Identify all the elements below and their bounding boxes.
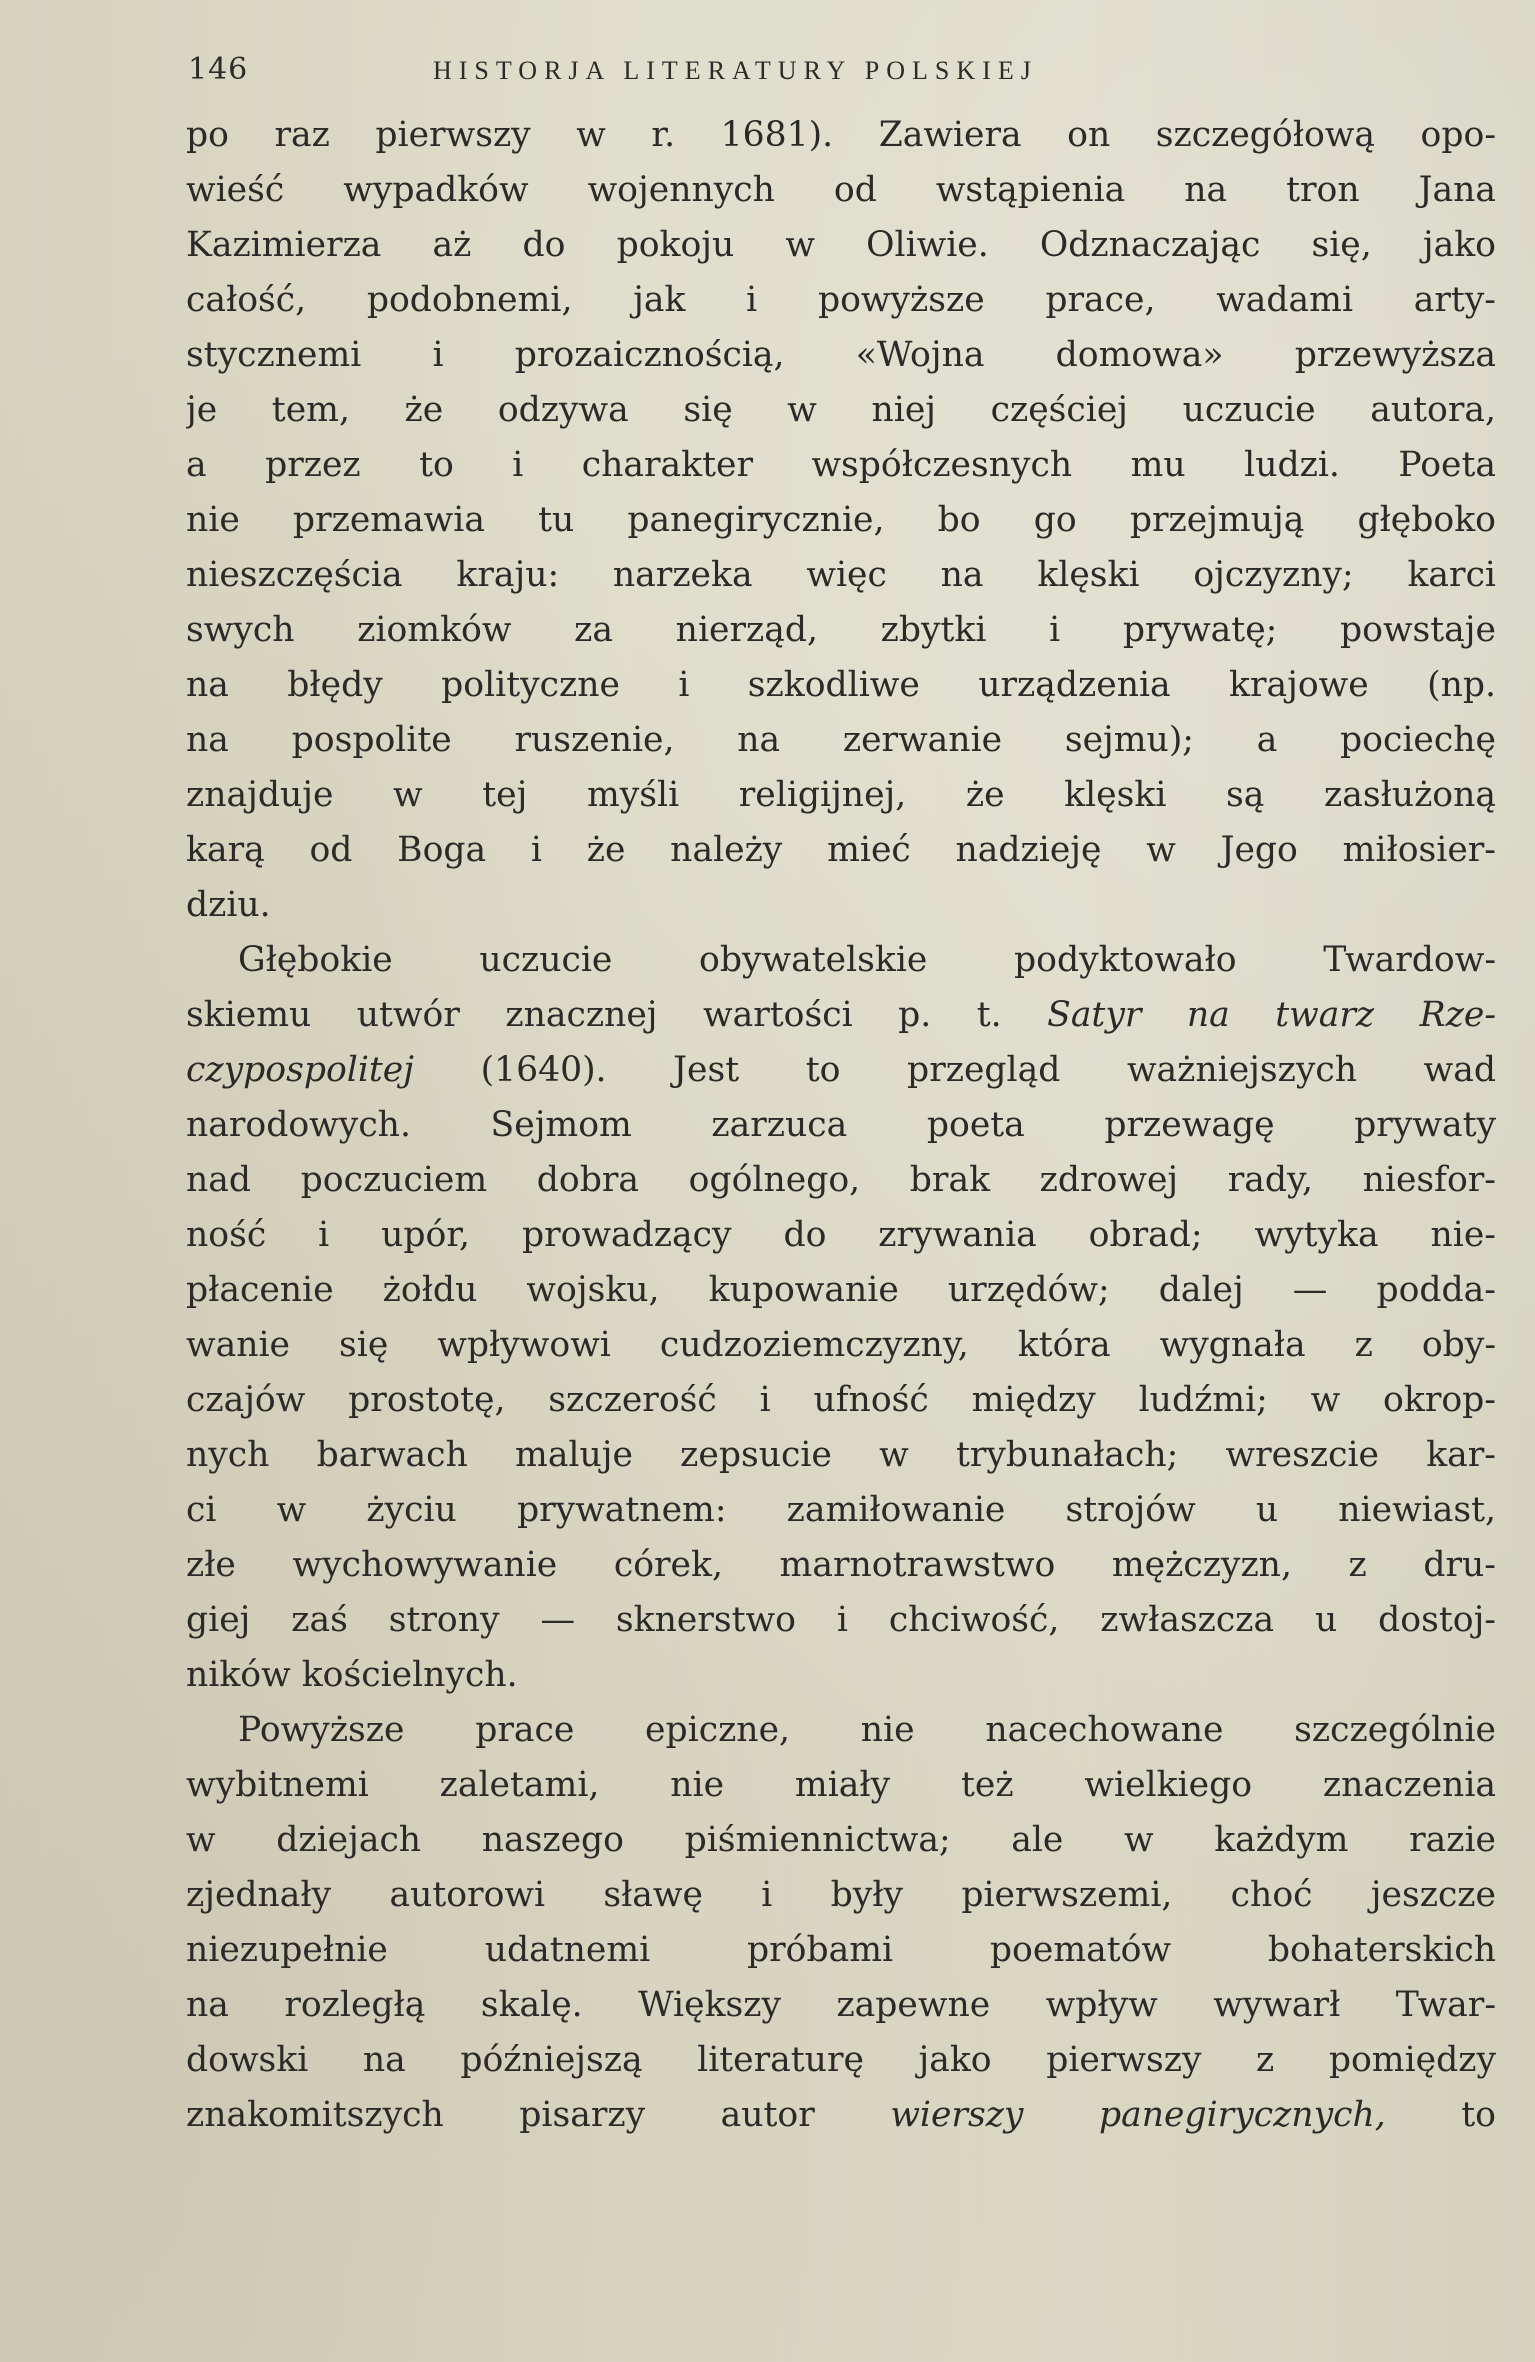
text-line: w dziejach naszego piśmiennictwa; ale w każdym razie [186, 1820, 1496, 1860]
text-line: zjednały autorowi sławę i były pierwszemi, choć jeszcze [186, 1875, 1496, 1915]
text-line [186, 1703, 1496, 1758]
body-text [186, 108, 1496, 2143]
text-line: narodowych. Sejmom zarzuca poeta przewagę prywaty [186, 1105, 1496, 1145]
running-title: HISTORJA LITERATURY POLSKIEJ [433, 56, 1038, 85]
text-line [186, 933, 1496, 988]
text-line: nieszczęścia kraju: narzeka więc na klęski ojczyzny; karci [186, 555, 1496, 595]
paragraph-2 [186, 933, 1496, 1703]
title-italic: czypospolitej [186, 1050, 414, 1090]
page-number: 146 [188, 52, 249, 87]
text-line: nad poczuciem dobra ogólnego, brak zdrowej rady, niesfor- [186, 1160, 1496, 1200]
text-run: to [1385, 2095, 1496, 2135]
text-line [186, 2088, 1496, 2143]
title-italic: Satyr na twarz Rze- [1047, 995, 1496, 1035]
paragraph-3 [186, 1703, 1496, 2143]
text-line: znajduje w tej myśli religijnej, że klęski są zasłużoną [186, 775, 1496, 815]
text-line: giej zaś strony — sknerstwo i chciwość, zwłaszcza u dostoj- [186, 1600, 1496, 1640]
text-line: całość, podobnemi, jak i powyższe prace, wadami arty- [186, 280, 1496, 320]
text-line: nych barwach maluje zepsucie w trybunałach; wreszcie kar- [186, 1435, 1496, 1475]
text-line: ci w życiu prywatnem: zamiłowanie strojów u niewiast, [186, 1490, 1496, 1530]
text-line: swych ziomków za nierząd, zbytki i prywatę; powstaje [186, 610, 1496, 650]
text-line: wybitnemi zaletami, nie miały też wielkiego znaczenia [186, 1765, 1496, 1805]
running-head [188, 52, 1488, 92]
title-italic: wierszy panegirycznych, [890, 2095, 1386, 2135]
text-line: a przez to i charakter współczesnych mu ludzi. Poeta [186, 445, 1496, 485]
text-line-content: Powyższe prace epiczne, nie nacechowane szczególnie [238, 1710, 1496, 1750]
paragraph-1 [186, 108, 1496, 933]
text-line: płacenie żołdu wojsku, kupowanie urzędów; dalej — podda- [186, 1270, 1496, 1310]
text-line [186, 988, 1496, 1043]
text-line: na pospolite ruszenie, na zerwanie sejmu); a pociechę [186, 720, 1496, 760]
text-line: czajów prostotę, szczerość i ufność między ludźmi; w okrop- [186, 1380, 1496, 1420]
text-line: stycznemi i prozaicznością, «Wojna domowa» przewyższa [186, 335, 1496, 375]
text-line: na rozległą skalę. Większy zapewne wpływ wywarł Twar- [186, 1985, 1496, 2025]
text-line: złe wychowywanie córek, marnotrawstwo mężczyzn, z dru- [186, 1545, 1496, 1585]
text-run: znakomitszych pisarzy autor [186, 2095, 891, 2135]
text-line: dziu. [186, 885, 271, 925]
text-line: po raz pierwszy w r. 1681). Zawiera on szczegółową opo- [186, 115, 1496, 155]
text-run: skiemu utwór znacznej wartości p. t. [186, 995, 1048, 1035]
text-line: ność i upór, prowadzący do zrywania obrad; wytyka nie- [186, 1215, 1496, 1255]
text-run: (1640). Jest to przegląd ważniejszych wad [413, 1050, 1496, 1090]
text-line: na błędy polityczne i szkodliwe urządzenia krajowe (np. [186, 665, 1496, 705]
text-line: je tem, że odzywa się w niej częściej uczucie autora, [186, 390, 1496, 430]
text-line-content: Głębokie uczucie obywatelskie podyktowało Twardow- [238, 940, 1496, 980]
text-line: niezupełnie udatnemi próbami poematów bohaterskich [186, 1930, 1496, 1970]
text-line [186, 1043, 1496, 1098]
text-line: wanie się wpływowi cudzoziemczyzny, która wygnała z oby- [186, 1325, 1496, 1365]
text-line: Kazimierza aż do pokoju w Oliwie. Odznaczając się, jako [186, 225, 1496, 265]
text-line: nie przemawia tu panegirycznie, bo go przejmują głęboko [186, 500, 1496, 540]
text-line: wieść wypadków wojennych od wstąpienia na tron Jana [186, 170, 1496, 210]
text-line: ników kościelnych. [186, 1655, 518, 1695]
text-line: dowski na późniejszą literaturę jako pierwszy z pomiędzy [186, 2040, 1496, 2080]
text-line: karą od Boga i że należy mieć nadzieję w Jego miłosier- [186, 830, 1496, 870]
